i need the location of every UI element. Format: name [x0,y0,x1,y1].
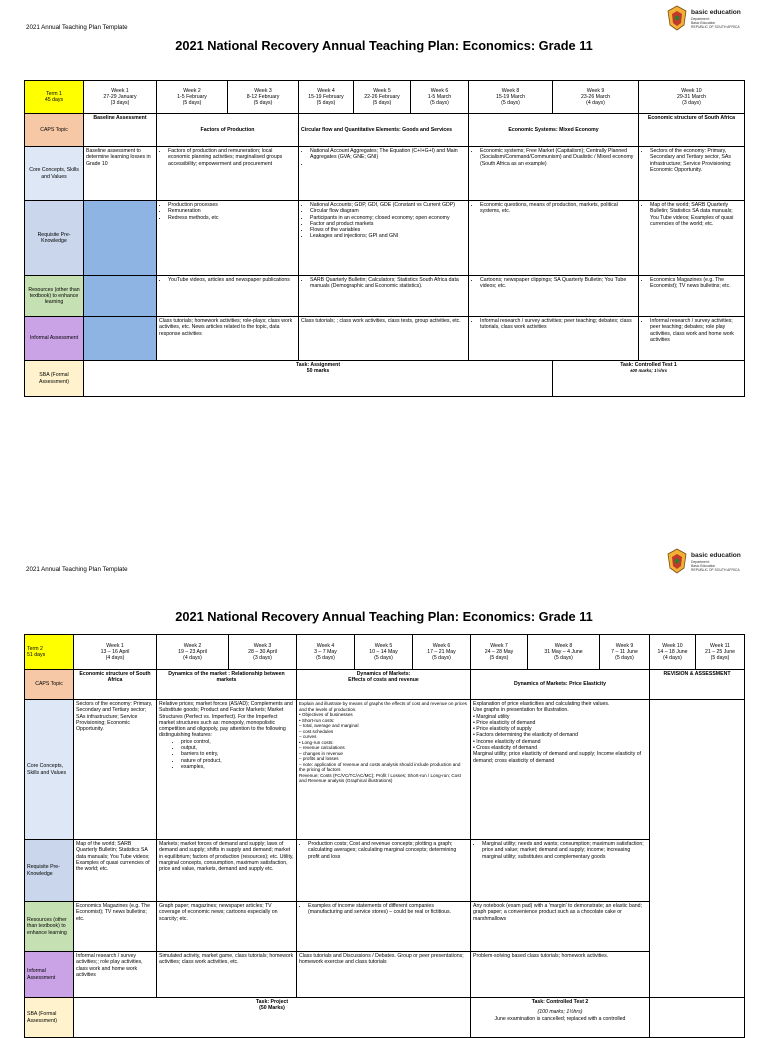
revision-empty [650,700,745,998]
informal-costs-revenue: Class tutorials and Discussions / Debates. Group or peer presentations; homework exercise and class tutorials [297,952,471,998]
core-line: • Long-run costs: [299,739,334,745]
list-item: • Participants in an economy; closed economy; open economy [310,215,466,221]
week-number: Week 4 [316,642,335,649]
core-line: • Objectives of businesses [299,712,353,717]
core-costs-revenue [297,700,471,840]
week-dates: 17 – 21 May [427,648,456,655]
core-relationship [157,700,297,840]
core-line: – curves [299,734,317,739]
week-days: (3 days) [682,100,701,107]
list-item [310,161,466,167]
week-number: Week 11 [710,642,730,649]
informal-label: Informal Assessment [25,317,84,361]
week-days: (5 days) [489,655,509,662]
list-item: • Factors of production and remuneration; local economic planning activities; marginalised groups accessibility; empowerment and procurement [168,148,296,167]
list-item: • Examples of income statements of different companies (manufacturing and service stores) – could be real or fictitious. [308,903,468,916]
coat-of-arms-icon [666,5,688,31]
week-days: (5 days) [316,655,335,662]
page-title: 2021 National Recovery Annual Teaching Plan: Economics: Grade 11 [175,38,593,53]
requisite-economic-structure: Map of the world; SARB Quarterly Bulletin; Statistics SA data manuals; You Tube videos; Examples of quasi currencies of the world; etc. [74,840,157,902]
term2-inf-row [25,952,745,998]
core-line: – revenue calculations [299,745,345,750]
term1-week-2 [157,81,228,114]
resources-label: Resources (other than textbook) to enhance learning [25,276,84,317]
week-number: Week 10 [662,642,683,649]
term-days: 45 days [44,97,64,103]
week-dates: 21 – 25 June [705,648,735,655]
requisite-label: Requisite Pre-Knowledge [25,201,84,276]
list-item: • Flows of the variables [310,227,466,233]
core-line: Marginal utility; price elasticity of demand and supply; Income elasticity of demand; cross elasticity of demand [473,751,642,764]
week-dates: 3 – 7 May [314,648,337,655]
informal-economic-structure: Informal research / survey activities;; role play activities, class work and home work activities [74,952,157,998]
sba-project [74,998,471,1038]
week-days: (3 days) [110,100,130,107]
requisite-circular-flow [299,201,469,276]
caps-topic-baseline: Baseline Assessment [84,114,157,147]
term2-core-row [25,700,745,840]
logo-name: basic education [691,552,741,559]
list-item: • Marginal utility; needs and wants; consumption; maximum satisfaction; price and value; market; demand and supply; income; increasing marginal utility; substitutes and complementary goods [482,841,647,860]
list-item: • YouTube videos, articles and newspaper publications [168,277,296,283]
resources-relationship: Graph paper; magazines; newspaper articles; TV coverage of economic news; cartoons especially on scarcity; etc. [157,902,297,952]
list-item: • Informal research / survey activities; peer teaching; debates; class tutorials, class work activities [480,318,636,331]
resources-economic-systems [469,276,639,317]
term2-week-3 [229,635,297,670]
sba-controlled-test [553,361,745,397]
term2-week-2 [157,635,229,670]
core-line: Revenue; Costs (FC/VC/TC/AC/MC); Profit / Losses; Short-run / Long-run; Cost and Revenue analysis (Graphical illustrations) [299,772,461,783]
sba-task: Task: Controlled Test 2 [531,999,589,1005]
sba-label: SBA (Formal Assessment) [25,998,74,1038]
list-item: • Economic questions, means of production, markets, political systems, etc. [480,202,636,215]
list-item: • Production costs; Cost and revenue concepts; plotting a graph; calculating averages; calculating marginal concepts; determining profit and loss [308,841,468,860]
page-title: 2021 National Recovery Annual Teaching Plan: Economics: Grade 11 [175,609,593,624]
core-line: • Factors determining the elasticity of demand [473,732,579,739]
week-dates: 7 – 11 June [611,648,638,655]
week-days: (5 days) [374,655,393,662]
sba-empty [650,998,745,1038]
term-days: 51 days [27,652,46,658]
term1-week-3 [228,81,299,114]
informal-economic-systems [469,317,639,361]
term-label: Term 2 [27,645,43,652]
sba-label: SBA (Formal Assessment) [25,361,84,397]
list-item: • examples, [181,764,294,770]
informal-relationship: Simulated activity, market game, class tutorials; homework activities; class work activities, etc. [157,952,297,998]
week-days: (5 days) [430,100,449,107]
week-days: (5 days) [316,100,336,107]
week-number: Week 2 [183,642,202,649]
week-days: (5 days) [615,655,634,662]
template-label: 2021 Annual Teaching Plan Template [26,24,128,31]
week-number: Week 4 [317,87,335,94]
list-item: • Informal research / survey activities; peer teaching; debates; role play activities, class work and home work activities [650,318,742,343]
requisite-factors [157,201,299,276]
term-label: Term 1 [46,90,62,97]
resources-price-elasticity: Any notebook (exam pad) with a 'margin' to demonstrate; an elastic band; graph paper; a convenience product such as a chocolate cake or marshmallows [471,902,650,952]
week-days: (4 days) [183,655,202,662]
term1-table [24,80,745,397]
term1-week-row [25,81,745,114]
core-line: • Cross elasticity of demand [473,745,538,752]
term2-week-5 [355,635,413,670]
informal-label: Informal Assessment [25,952,74,998]
requisite-costs-revenue [297,840,471,902]
term2-week-6 [413,635,471,670]
caps-topic-economic-systems: Economic Systems: Mixed Economy [469,114,639,147]
term2-week-8 [528,635,600,670]
term1-week-8 [469,81,553,114]
caps-topic-price-elasticity: Dynamics of Markets: Price Elasticity [471,670,650,700]
template-label: 2021 Annual Teaching Plan Template [26,566,128,573]
list-item: • National Accounts; GDP, GDI, GDE (Constant vs Current GDP) [310,202,466,208]
core-economic-structure [639,147,745,201]
term1-week-9 [553,81,639,114]
week-number: Week 5 [374,642,393,649]
caps-topic-economic-structure: Economic structure of South Africa [74,670,157,700]
list-item: • Economic systems; Free Market (Capitalism); Centrally Planned (Socialism/Command/Communism) and Dualistic / Mixed economy (South Africa as an example) [480,148,636,167]
term2-week-11 [696,635,745,670]
caps-topic-circular-flow: Circular flow and Quantitative Elements: Goods and Services [299,114,469,147]
requisite-label: Requisite Pre-Knowledge [25,840,74,902]
term1-label-cell [25,81,84,114]
week-number: Week 10 [681,87,702,94]
resources-economic-structure [639,276,745,317]
week-days: (4 days) [105,655,125,662]
logo-country: REPUBLIC OF SOUTH AFRICA [691,568,740,572]
term2-week-1 [74,635,157,670]
sba-note: June examination is cancelled; replaced with a controlled [494,1015,626,1022]
core-baseline: Baseline assessment to determine learning losses in Grade 10 [84,147,157,201]
week-days: (5 days) [432,655,451,662]
informal-empty [84,317,157,361]
week-dates: 15-19 February [308,93,344,100]
requisite-relationship: Markets; market forces of demand and supply; laws of demand and supply; shifts in supply and demand; market in equilibrium; factors of production (resources); etc. Utility, marginal concepts, consumption, maximum satisfaction, price and value, markets, demand and supply etc. [157,840,297,902]
sba-task: Task: Controlled Test 1 [620,362,677,368]
week-number: Week 3 [254,87,272,94]
week-dates: 29-31 March [676,93,707,100]
week-dates: 28 – 30 April [248,648,277,655]
core-line: Use graphs in presentation for illustration. [473,707,569,714]
term2-week-row [25,635,745,670]
core-concepts-label: Core Concepts, Skills and Values [25,147,84,201]
week-days: (4 days) [586,100,605,107]
term2-table [24,634,745,1038]
core-line: – note: application of revenue and costs analysis should include production and the pricing of factors [299,761,461,772]
week-number: Week 6 [432,642,451,649]
resources-circular-flow [299,276,469,317]
week-number: Week 2 [183,87,201,94]
logo-dept-name: Basic Education [691,564,716,568]
list-item: • National Account Aggregates; The Equation (C+I+G+I) and Main Aggregates (GVA; GNE; GNI) [310,148,466,161]
sba-task: Task: Project [255,999,289,1005]
core-line: – cost schedules [299,728,334,734]
week-number: Week 3 [253,642,272,649]
week-dates: 27-29 January [103,93,137,100]
term2-week-10 [650,635,696,670]
week-number: Week 1 [106,642,124,649]
logo-dept: Department: [691,560,710,564]
core-line: • Short-run costs: [299,717,335,723]
core-circular-flow [299,147,469,201]
list-item: • Redress methods, etc [168,215,296,221]
term2-label-cell [25,635,74,670]
term2-week-4 [297,635,355,670]
caps-topic-line: Effects of costs and revenue [348,677,419,684]
term2-week-9 [600,635,650,670]
week-number: Week 8 [501,87,520,94]
term1-week-5 [354,81,411,114]
list-item: • Map of the world; SARB Quarterly Bulletin; Statistics SA data manuals; You Tube videos; Examples of quasi currencies of the world; etc. [650,202,742,227]
week-number: Week 8 [554,642,573,649]
list-item: • Circular flow diagram [310,208,466,214]
requisite-economic-systems [469,201,639,276]
logo-dept: Department: [691,17,710,21]
list-item: • output, [181,745,294,751]
informal-price-elasticity: Problem-solving based class tutorials; homework activities. [471,952,650,998]
list-item: • Sectors of the economy: Primary, Secondary and Tertiary sector, SAs infrastructure; Service Provisioning; Economic Opportunity. [650,148,742,173]
sba-marks: 50 marks [306,368,330,375]
requisite-economic-structure [639,201,745,276]
week-dates: 24 – 28 May [484,648,514,655]
week-number: Week 1 [111,87,129,94]
week-days: (5 days) [710,655,730,662]
informal-factors: Class tutorials; homework activities; role-plays; class work activities, etc. News articles related to the topic, data response activities [157,317,299,361]
list-item: • barriers to entry, [181,751,294,757]
core-line: Explanation of price elasticities and calculating their values. [473,701,610,707]
core-economic-structure: Sectors of the economy: Primary, Secondary and Tertiary sector; SAs infrastructure; Service Provisioning; Economic Opportunity. [74,700,157,840]
core-line: • Price elasticity of supply [473,726,532,733]
core-factors [157,147,299,201]
sba-marks: (100 marks; 1½hrs) [537,1009,583,1016]
week-days: (5 days) [554,655,573,662]
list-item: • Cartoons; newspaper clippings; SA Quarterly Bulletin; You Tube videos; etc. [480,277,636,290]
week-dates: 14 – 18 June [657,648,688,655]
caps-topic-economic-structure: Economic structure of South Africa [639,114,745,147]
week-dates: 31 May – 4 June [544,648,583,655]
caps-topic-revision: REVISION & ASSESSMENT [650,670,745,700]
core-economic-systems [469,147,639,201]
logo-name: basic education [691,9,741,16]
week-dates: 8-12 February [246,93,280,100]
term1-week-4 [299,81,354,114]
week-dates: 13 – 16 April [100,648,130,655]
week-days: (4 days) [663,655,682,662]
dbe-logo [666,548,756,576]
term2-res-row [25,902,745,952]
week-days: (5 days) [253,100,273,107]
list-item: • nature of product, [181,758,294,764]
week-dates: 23-26 March [580,93,611,100]
list-item: • Economics Magazines (e.g. The Economist); TV news bulletins; etc. [650,277,742,290]
caps-topic-line: Dynamics of Markets: [356,671,411,677]
list-item: • Production processes [168,202,296,208]
caps-topic-costs-revenue [297,670,471,700]
week-dates: 22-26 February [364,93,400,100]
core-price-elasticity [471,700,650,840]
week-days: (5 days) [501,100,520,107]
core-line: • Income elasticity of demand [473,738,541,745]
term1-sba-row [25,361,745,397]
term1-inf-row [25,317,745,361]
week-dates: 15-19 March [495,93,526,100]
term1-week-6 [411,81,469,114]
core-intro: Relative prices; market forces (AS/AD); Complements and Substitute goods; Product and Factor Markets; Market Structures (Perfect vs. Imperfect). For the Imperfect market structures such as: monopoly, monopolistic competition and oligopoly, pay attention to the following distinguishing features: [159,701,293,739]
core-line: – profits and losses [299,756,339,761]
sba-assignment [84,361,553,397]
term1-caps-row [25,114,745,147]
week-number: Week 9 [615,642,634,649]
coat-of-arms-icon [666,548,688,574]
week-dates: 10 – 14 May [369,648,398,655]
week-days: (5 days) [182,100,202,107]
sba-marks: ±00 marks; 1½hrs [629,368,668,374]
core-line: • Price elasticity of demand [473,719,536,726]
core-line: – changes in revenue [299,750,343,756]
caps-topic-label: CAPS Topic [25,670,74,700]
week-number: Week 5 [373,87,391,94]
week-dates: 19 – 23 April [178,648,207,655]
term1-core-row [25,147,745,201]
list-item: • Factor and product markets [310,221,466,227]
dbe-logo [666,5,756,33]
resources-economic-structure: Economics Magazines (e.g. The Economist); TV news bulletins; etc. [74,902,157,952]
sba-controlled-test [471,998,650,1038]
term1-week-10 [639,81,745,114]
informal-circular-flow: Class tutorials; ; class work activities, class tests, group activities, etc. [299,317,469,361]
resources-costs-revenue [297,902,471,952]
week-days: (5 days) [372,100,392,107]
requisite-empty [84,201,157,276]
term2-sba-row [25,998,745,1038]
sba-task: Task: Assignment [295,362,341,368]
week-number: Week 6 [430,87,449,94]
list-item: • Remuneration [168,208,296,214]
caps-topic-relationship: Dynamics of the market : Relationship between markets [157,670,297,700]
logo-dept-name: Basic Education [691,21,716,25]
list-item: • SARB Quarterly Bulletin; Calculators; Statistics South Africa data manuals (Demographic and Economic statistics). [310,277,466,290]
week-dates: 1-5 March [427,93,452,100]
core-line: Explain and illustrate by means of graphs the effects of cost and revenue on prices and the levels of production. [299,701,467,712]
term2-caps-row [25,670,745,700]
week-days: (3 days) [253,655,272,662]
week-number: Week 7 [490,642,508,649]
core-line: – total, average and marginal [299,723,359,728]
week-number: Week 9 [586,87,605,94]
term2-week-7 [471,635,528,670]
caps-topic-label: CAPS Topic [25,114,84,147]
core-concepts-label: Core Concepts, Skills and Values [25,700,74,840]
resources-empty [84,276,157,317]
list-item: • Leakages and injections; GPI and GNI [310,233,466,239]
term1-res-row [25,276,745,317]
core-line: • Marginal utility [473,713,510,720]
resources-factors [157,276,299,317]
term1-week-1 [84,81,157,114]
requisite-price-elasticity [471,840,650,902]
caps-topic-factors: Factors of Production [157,114,299,147]
sba-marks: (50 Marks) [259,1005,285,1012]
logo-country: REPUBLIC OF SOUTH AFRICA [691,25,740,29]
list-item: • price control, [181,739,294,745]
week-dates: 1-5 February [177,93,207,100]
term1-req-row [25,201,745,276]
resources-label: Resources (other than textbook) to enhance learning [25,902,74,952]
term2-req-row [25,840,745,902]
informal-economic-structure [639,317,745,361]
